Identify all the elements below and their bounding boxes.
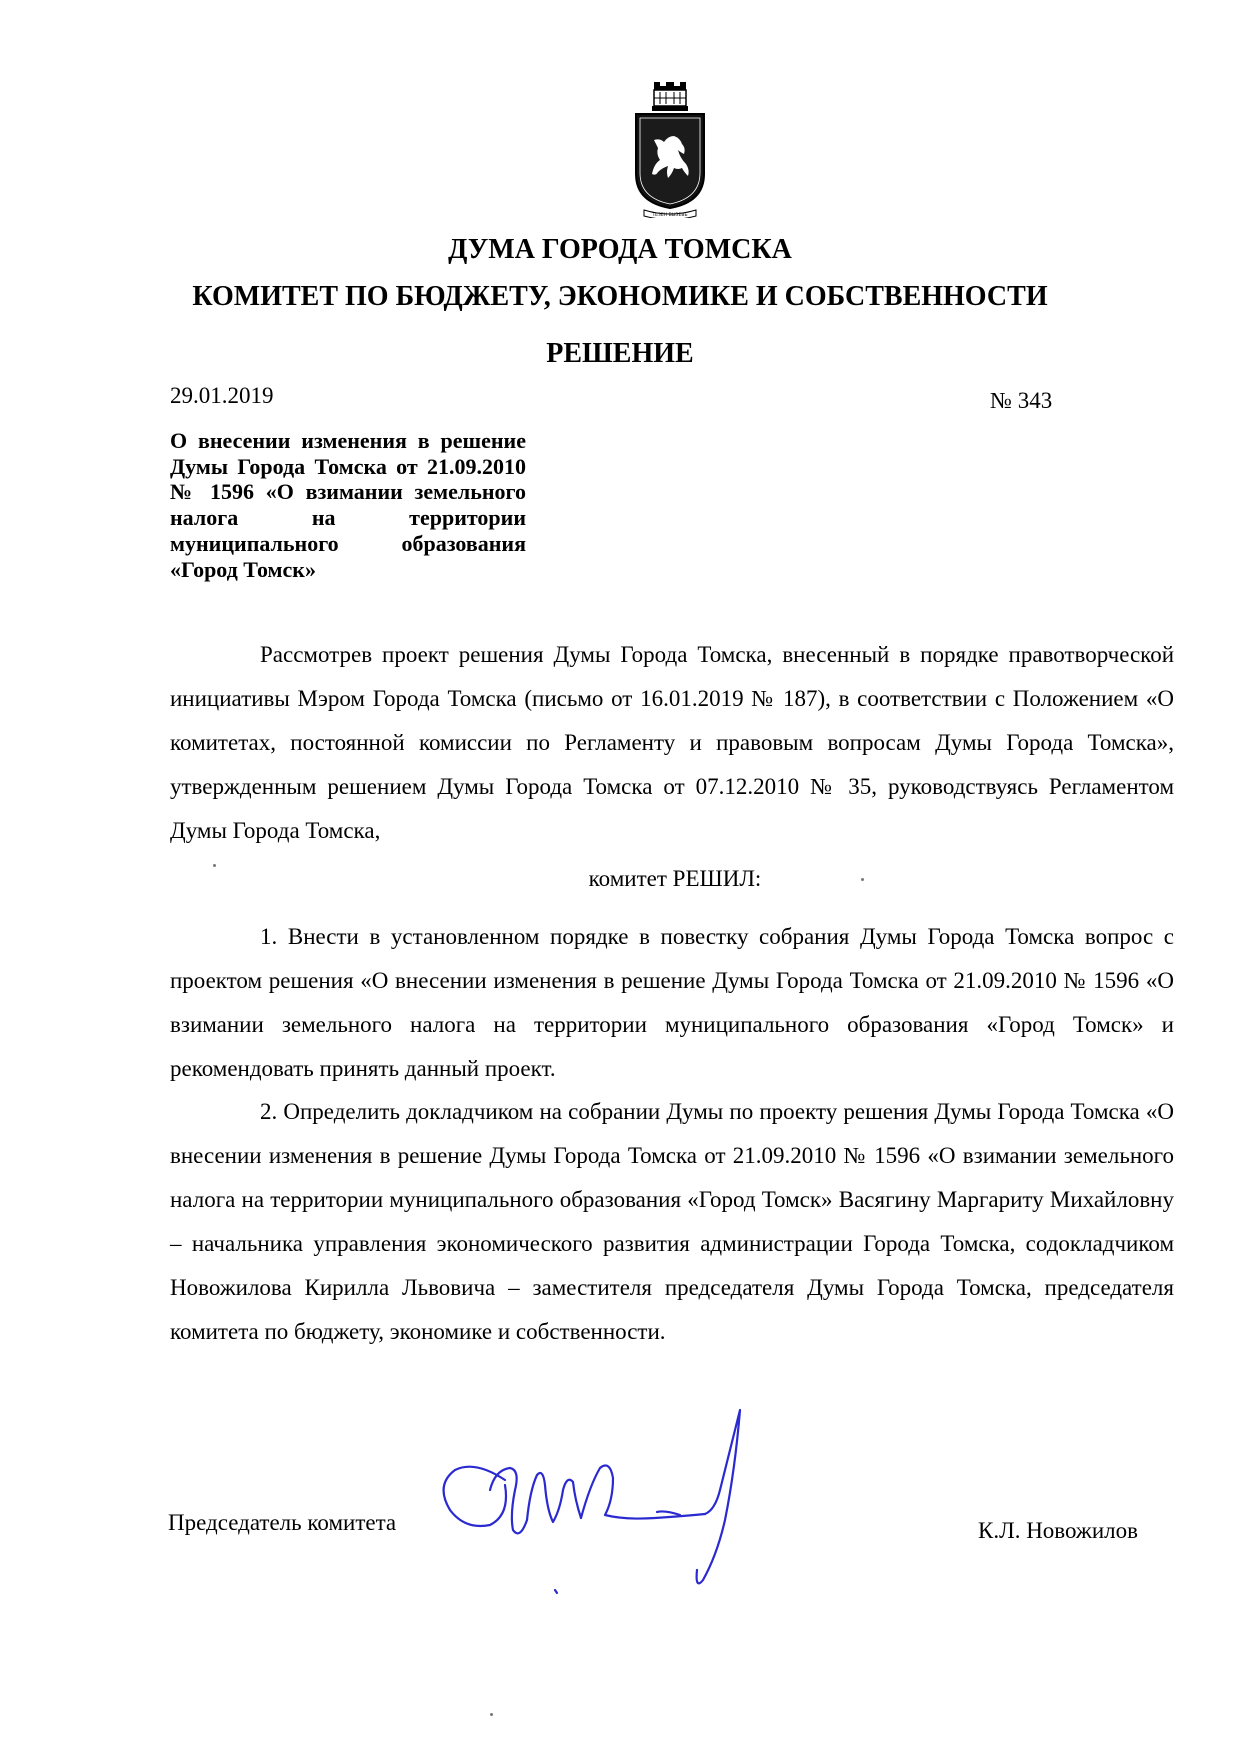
crown-icon <box>652 82 688 111</box>
scan-speck <box>213 864 216 867</box>
scan-speck <box>490 1713 493 1716</box>
decision-number: № 343 <box>990 388 1053 413</box>
item-2-paragraph: 2. Определить докладчиком на собрании Думы по проекту решения Думы Города Томска «О внесении изменения в решение Думы Города Томска от 21.09.2010 № 1596 «О взимании земельного налога на территории муниципального образования «Город Томск» Васягину Маргариту Михайловну – начальника управления экономического развития администрации Города Томска, содокладчиком Новожилова Кирилла Львовича – заместителя председателя Думы Города Томска, председателя комитета по бюджету, экономике и собственности. <box>170 1099 1174 1344</box>
tomsk-coat-of-arms-icon <box>630 78 710 218</box>
decision-date: 29.01.2019 <box>170 383 274 408</box>
scan-speck <box>861 878 864 881</box>
document-type: РЕШЕНИЕ <box>546 338 694 369</box>
council-title: ДУМА ГОРОДА ТОМСКА <box>448 234 792 265</box>
signatory-title: Председатель комитета <box>168 1510 397 1535</box>
handwritten-signature <box>435 1390 825 1640</box>
svg-text:ТЕЗЕН ВЫЗЕВЬ: ТЕЗЕН ВЫЗЕВЬ <box>652 213 688 218</box>
signatory-name: К.Л. Новожилов <box>978 1518 1138 1543</box>
intro-paragraph: Рассмотрев проект решения Думы Города Томска, внесенный в порядке правотворческой инициативы Мэром Города Томска (письмо от 16.01.2019 № 187), в соответствии с Положением «О комитетах, постоянной комиссии по Регламенту и правовым вопросам Думы Города Томска», утвержденным решением Думы Города Томска от 07.12.2010 № 35, руководствуясь Регламентом Думы Города Томска, <box>170 642 1174 843</box>
decision-subject: О внесении изменения в решение Думы Города Томска от 21.09.2010 № 1596 «О взимании земельного налога на территории муниципального образования «Город Томск» <box>170 428 526 582</box>
item-1-paragraph: 1. Внести в установленном порядке в повестку собрания Думы Города Томска вопрос с проектом решения «О внесении изменения в решение Думы Города Томска от 21.09.2010 № 1596 «О взимании земельного налога на территории муниципального образования «Город Томск» и рекомендовать принять данный проект. <box>170 924 1174 1081</box>
resolved-heading: комитет РЕШИЛ: <box>588 866 762 891</box>
committee-title: КОМИТЕТ ПО БЮДЖЕТУ, ЭКОНОМИКЕ И СОБСТВЕННОСТИ <box>192 281 1048 312</box>
